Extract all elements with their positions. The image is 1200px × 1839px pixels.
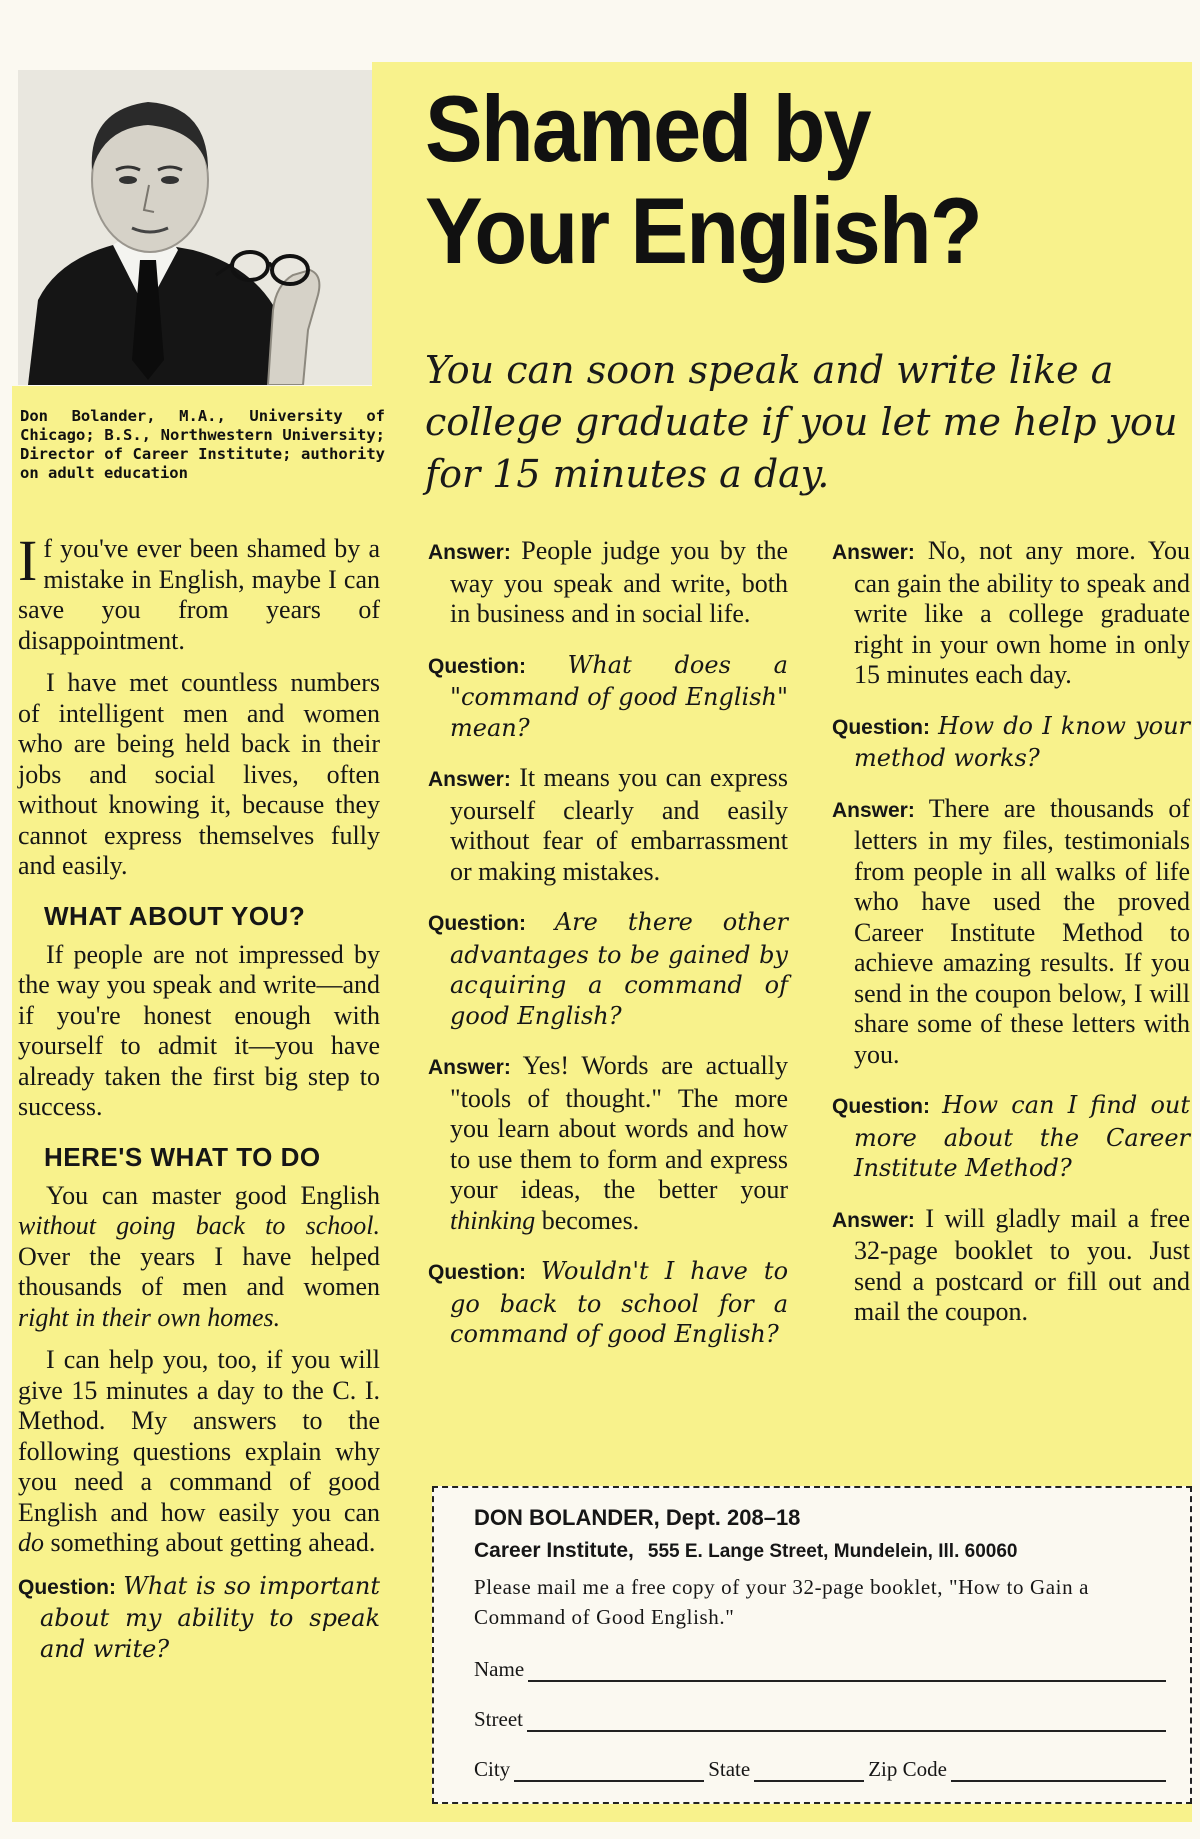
question-1 <box>18 1571 380 1665</box>
p4-italic-d: right in their own homes. <box>18 1302 281 1332</box>
subheadline: You can soon speak and write like a college graduate if you let me help you for 15 minutes a day. <box>425 348 1178 496</box>
drop-cap: I <box>18 528 38 593</box>
name-input-line[interactable] <box>528 1656 1166 1682</box>
headline <box>425 78 1106 282</box>
answer-4 <box>832 536 1190 691</box>
portrait-caption: Don Bolander, M.A., University of Chicago; B.S., Northwestern University; Director of Career Institute; authority on adult education <box>20 407 385 482</box>
answer-text: There are thousands of letters in my files, testimonials from people in all walks of life who have used the proved Career Institute Method to achieve amazing results. If you send in the coupon below, I will share some of these letters with you. <box>854 793 1190 1069</box>
answer-text-c: becomes. <box>535 1205 640 1235</box>
name-label: Name <box>474 1657 525 1681</box>
intro-text: f you've ever been shamed by a mistake in English, maybe I can save you from years of disappointment. <box>18 534 380 655</box>
question-text: Wouldn't I have to go back to school for a command of good English? <box>450 1257 789 1348</box>
answer-text: No, not any more. You can gain the ability to speak and write like a college graduate right in your own home in only 15 minutes each day. <box>854 536 1191 689</box>
city-label: City <box>474 1757 511 1781</box>
p4-text-c: Over the years I have helped thousands of men and women <box>18 1241 380 1301</box>
question-label: Question: <box>428 654 526 678</box>
answer-3 <box>428 1051 788 1236</box>
p4-text-a: You can master good English <box>46 1180 380 1210</box>
author-portrait-photo <box>18 70 372 385</box>
portrait-illustration <box>18 70 372 385</box>
question-label: Question: <box>428 912 526 935</box>
street-field[interactable] <box>474 1682 1166 1732</box>
answer-6 <box>832 1204 1190 1328</box>
section-heading-what-about-you: WHAT ABOUT YOU? <box>44 900 306 931</box>
headline-line-2: Your English? <box>425 178 981 283</box>
answer-text: It means you can express yourself clearly and easily without fear of embarrassment or making mistakes. <box>450 763 789 886</box>
answer-label: Answer: <box>832 1208 915 1232</box>
question-text: What is so important about my ability to speak and write? <box>40 1571 380 1663</box>
answer-text: I will gladly mail a free 32-page booklet to you. Just send a postcard or fill out and mail the coupon. <box>854 1203 1190 1326</box>
headline-line-1: Shamed by <box>425 76 870 181</box>
question-4 <box>428 1256 788 1350</box>
paragraph-4 <box>18 1181 380 1334</box>
state-label: State <box>708 1757 751 1781</box>
coupon-organization-line <box>474 1534 1166 1568</box>
question-text: Are there other advantages to be gained by acquiring a command of good English? <box>450 908 788 1030</box>
p5-italic-b: do <box>18 1528 44 1557</box>
question-text: What does a "command of good English" mean? <box>450 650 788 742</box>
answer-label: Answer: <box>428 768 511 791</box>
paragraph-2: I have met countless numbers of intelligent men and women who are being held back in their jobs and social lives, often without knowing it, because they cannot express themselves fully and easily. <box>18 668 380 880</box>
question-text: How do I know your method works? <box>854 711 1191 772</box>
street-label: Street <box>474 1707 523 1731</box>
zip-code-label: Zip Code <box>868 1757 947 1781</box>
answer-5 <box>832 794 1190 1071</box>
answer-label: Answer: <box>428 1056 511 1079</box>
section-heading-heres-what-to-do: HERE'S WHAT TO DO <box>44 1141 321 1172</box>
coupon-address: 555 E. Lange Street, Mundelein, Ill. 60060 <box>647 1541 1018 1562</box>
street-input-line[interactable] <box>527 1706 1166 1732</box>
answer-1 <box>428 536 788 630</box>
p5-text-a: I can help you, too, if you will give 15 minutes a day to the C. I. Method. My answers to the following questions explain why you need a command of good English and how easily you can <box>18 1345 380 1527</box>
answer-italic-b: thinking <box>450 1205 536 1235</box>
paragraph-3: If people are not impressed by the way you speak and write—and if you're honest enough with yourself to admit it—you have already taken the first big step to success. <box>18 939 380 1121</box>
coupon-recipient: DON BOLANDER, Dept. 208–18 <box>474 1505 801 1530</box>
question-label: Question: <box>428 1261 526 1284</box>
coupon-request-text: Please mail me a free copy of your 32-page booklet, "How to Gain a Command of Good English." <box>474 1575 1089 1629</box>
intro-paragraph <box>18 528 380 656</box>
city-input-line[interactable] <box>514 1756 704 1782</box>
question-label: Question: <box>832 1095 930 1118</box>
p4-italic-b: without going back to school. <box>18 1211 380 1240</box>
body-column-3 <box>832 536 1190 1348</box>
question-2 <box>428 650 788 744</box>
question-text: How can I find out more about the Career Institute Method? <box>854 1091 1191 1182</box>
answer-text-a: Yes! Words are actually "tools of thought." The more you learn about words and how to use them to form and express your ideas, the better your <box>450 1051 788 1204</box>
question-label: Question: <box>18 1575 116 1599</box>
paragraph-5 <box>18 1345 380 1559</box>
coupon-organization: Career Institute, <box>474 1539 634 1562</box>
name-field[interactable] <box>474 1632 1166 1682</box>
question-5 <box>832 711 1190 774</box>
mail-coupon[interactable] <box>432 1486 1192 1804</box>
answer-label: Answer: <box>832 798 915 822</box>
answer-label: Answer: <box>428 541 511 564</box>
question-3 <box>428 907 788 1031</box>
state-input-line[interactable] <box>754 1756 864 1782</box>
p5-text-c: something about getting ahead. <box>44 1528 376 1557</box>
question-6 <box>832 1090 1190 1184</box>
body-column-1 <box>18 528 380 1684</box>
body-column-2 <box>428 536 788 1370</box>
zip-code-input-line[interactable] <box>951 1756 1166 1782</box>
question-label: Question: <box>832 715 930 739</box>
answer-2 <box>428 763 788 887</box>
city-state-zip-row <box>474 1732 1166 1782</box>
answer-text: People judge you by the way you speak and write, both in business and in social life. <box>450 536 789 628</box>
answer-label: Answer: <box>832 541 915 564</box>
